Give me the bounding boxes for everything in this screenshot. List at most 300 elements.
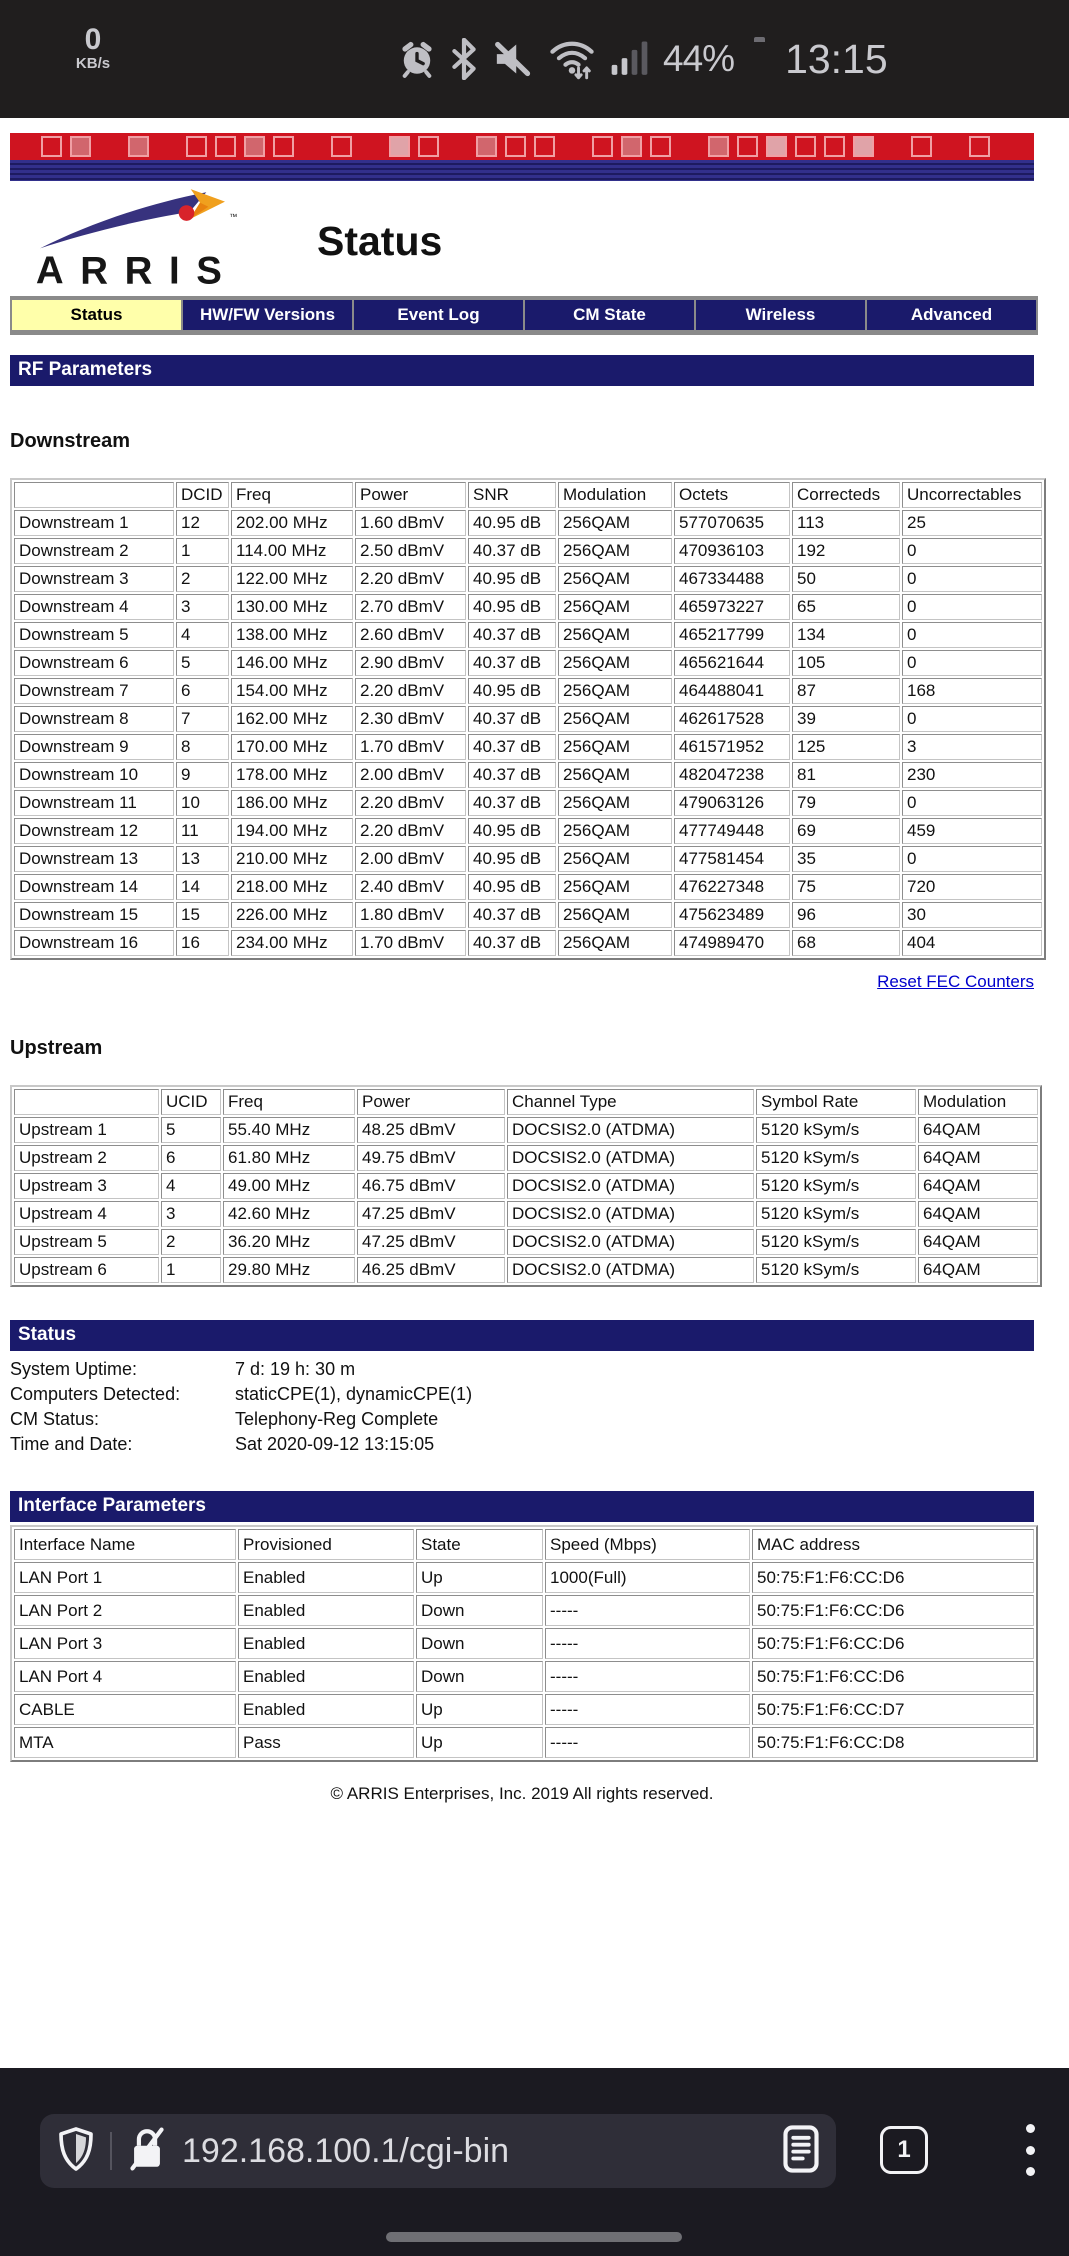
copyright-text: © ARRIS Enterprises, Inc. 2019 All rights reserved. [330,1784,714,1803]
table-cell: Upstream 4 [14,1201,159,1227]
table-cell: ----- [545,1628,750,1659]
banner-square [621,136,642,157]
table-cell: 16 [176,930,229,956]
table-cell: 2.20 dBmV [355,818,466,844]
table-cell: 256QAM [558,874,672,900]
table-cell: 0 [902,790,1042,816]
table-cell: 40.37 dB [468,650,556,676]
table-header-cell: Speed (Mbps) [545,1529,750,1560]
nav-tab-hw-fw-versions[interactable]: HW/FW Versions [183,300,352,330]
banner-square [766,136,787,157]
table-cell: 6 [161,1145,221,1171]
nav-tab-advanced[interactable]: Advanced [867,300,1036,330]
table-cell: 8 [176,734,229,760]
banner-square [389,136,410,157]
table-cell: Downstream 8 [14,706,174,732]
table-header-cell: State [416,1529,543,1560]
insecure-lock-icon[interactable] [126,2125,168,2178]
table-cell: ----- [545,1727,750,1758]
battery-icon [747,37,772,81]
table-cell: Enabled [238,1562,414,1593]
clock-time: 13:15 [785,35,888,82]
table-cell: 256QAM [558,734,672,760]
table-cell: 1.60 dBmV [355,510,466,536]
table-cell: LAN Port 4 [14,1661,236,1692]
table-cell: 477581454 [674,846,790,872]
table-cell: 6 [176,678,229,704]
table-row [14,1145,1038,1171]
table-cell: 114.00 MHz [231,538,353,564]
table-cell: 2.60 dBmV [355,622,466,648]
table-cell: 105 [792,650,900,676]
table-cell: 0 [902,538,1042,564]
alarm-icon [398,39,436,79]
table-cell: 459 [902,818,1042,844]
table-cell: 50:75:F1:F6:CC:D7 [752,1694,1034,1725]
table-header-cell: SNR [468,482,556,508]
battery-percent: 44% [663,38,735,79]
page-title: Status [317,218,443,264]
table-cell: Up [416,1562,543,1593]
table-row [14,1257,1038,1283]
table-cell: ----- [545,1595,750,1626]
table-cell: 64QAM [918,1117,1038,1143]
table-cell: DOCSIS2.0 (ATDMA) [507,1145,754,1171]
status-info-value: Sat 2020-09-12 13:15:05 [235,1434,435,1454]
banner-square [708,136,729,157]
table-row [14,622,1042,648]
table-cell: 192 [792,538,900,564]
table-cell: 462617528 [674,706,790,732]
table-cell: 65 [792,594,900,620]
banner-square [418,136,439,157]
table-cell: 1.80 dBmV [355,902,466,928]
table-cell: 4 [161,1173,221,1199]
table-cell: 122.00 MHz [231,566,353,592]
table-cell: 256QAM [558,790,672,816]
table-cell: 467334488 [674,566,790,592]
table-cell: Upstream 6 [14,1257,159,1283]
reader-view-icon[interactable] [782,2124,820,2179]
table-cell: 186.00 MHz [231,790,353,816]
table-cell: Down [416,1628,543,1659]
table-cell: 30 [902,902,1042,928]
banner-square [215,136,236,157]
table-cell: 2.30 dBmV [355,706,466,732]
divider [110,2132,112,2170]
table-cell: Downstream 2 [14,538,174,564]
url-text[interactable]: 192.168.100.1/cgi-bin [182,2132,768,2171]
table-cell: 1.70 dBmV [355,930,466,956]
table-cell: 256QAM [558,566,672,592]
table-row [14,902,1042,928]
table-cell: 40.37 dB [468,902,556,928]
table-row [14,762,1042,788]
table-cell: 3 [161,1201,221,1227]
section-header-rf-parameters: RF Parameters [10,355,1034,386]
table-cell: Downstream 9 [14,734,174,760]
table-cell: 40.37 dB [468,706,556,732]
table-header-cell: Freq [231,482,353,508]
table-row [14,1201,1038,1227]
table-cell: 256QAM [558,622,672,648]
table-cell: 35 [792,846,900,872]
table-cell: 69 [792,818,900,844]
table-cell: Enabled [238,1661,414,1692]
table-cell: Downstream 7 [14,678,174,704]
reset-fec-counters-link[interactable]: Reset FEC Counters [877,972,1034,991]
table-row [14,874,1042,900]
table-cell: 477749448 [674,818,790,844]
table-cell: 210.00 MHz [231,846,353,872]
table-cell: 40.95 dB [468,594,556,620]
table-cell: Up [416,1694,543,1725]
table-cell: 256QAM [558,510,672,536]
banner-square [969,136,990,157]
nav-tab-wireless[interactable]: Wireless [696,300,865,330]
table-cell: 465973227 [674,594,790,620]
section-header-interface-parameters: Interface Parameters [10,1491,1034,1522]
table-cell: Downstream 11 [14,790,174,816]
table-cell: 1000(Full) [545,1562,750,1593]
banner-square [534,136,555,157]
nav-tab-event-log[interactable]: Event Log [354,300,523,330]
table-cell: 230 [902,762,1042,788]
table-cell: 256QAM [558,594,672,620]
table-cell: 2.50 dBmV [355,538,466,564]
table-cell: ----- [545,1661,750,1692]
table-cell: 5120 kSym/s [756,1117,916,1143]
table-row [14,1661,1034,1692]
table-cell: 40.95 dB [468,510,556,536]
table-cell: 461571952 [674,734,790,760]
table-cell: 48.25 dBmV [357,1117,505,1143]
nav-bar [10,296,1038,335]
table-cell: 474989470 [674,930,790,956]
table-cell: Downstream 3 [14,566,174,592]
table-cell: 154.00 MHz [231,678,353,704]
banner-square [911,136,932,157]
table-cell: Downstream 14 [14,874,174,900]
table-row [14,706,1042,732]
upstream-table [10,1085,1042,1287]
table-cell: Down [416,1661,543,1692]
table-cell: 40.95 dB [468,818,556,844]
table-cell: 3 [176,594,229,620]
table-header-cell [14,482,174,508]
table-cell: Upstream 1 [14,1117,159,1143]
table-cell: 36.20 MHz [223,1229,355,1255]
banner-square [824,136,845,157]
banner-square [331,136,352,157]
table-cell: 46.25 dBmV [357,1257,505,1283]
table-cell: LAN Port 2 [14,1595,236,1626]
table-header-cell: Provisioned [238,1529,414,1560]
table-cell: 64QAM [918,1257,1038,1283]
status-info-label: Time and Date: [10,1434,133,1454]
menu-icon[interactable] [1026,2124,1036,2176]
table-cell: 11 [176,818,229,844]
table-cell: 404 [902,930,1042,956]
decorative-banner [10,133,1034,160]
bluetooth-icon [449,38,479,80]
banner-square [273,136,294,157]
status-info-label: CM Status: [10,1409,100,1429]
network-speed-unit: KB/s [75,55,111,72]
banner-square [650,136,671,157]
table-header-cell: MAC address [752,1529,1034,1560]
table-header-cell: Uncorrectables [902,482,1042,508]
table-header-row [14,482,1042,508]
table-cell: Down [416,1595,543,1626]
table-cell: Pass [238,1727,414,1758]
table-cell: 13 [176,846,229,872]
table-cell: 47.25 dBmV [357,1229,505,1255]
table-cell: DOCSIS2.0 (ATDMA) [507,1117,754,1143]
table-cell: 40.37 dB [468,622,556,648]
table-cell: 2.40 dBmV [355,874,466,900]
table-cell: 5120 kSym/s [756,1201,916,1227]
banner-square [795,136,816,157]
table-cell: 40.37 dB [468,762,556,788]
table-cell: 226.00 MHz [231,902,353,928]
table-row [14,930,1042,956]
table-cell: 49.75 dBmV [357,1145,505,1171]
table-row [14,566,1042,592]
table-cell: 2 [161,1229,221,1255]
table-cell: 40.37 dB [468,538,556,564]
table-cell: Downstream 16 [14,930,174,956]
table-cell: 218.00 MHz [231,874,353,900]
table-cell: 1 [176,538,229,564]
banner-square [70,136,91,157]
table-cell: 577070635 [674,510,790,536]
table-cell: 170.00 MHz [231,734,353,760]
table-cell: 2.00 dBmV [355,762,466,788]
table-row [14,650,1042,676]
table-row [14,1694,1034,1725]
status-info-value: staticCPE(1), dynamicCPE(1) [235,1384,473,1404]
table-cell: 2.00 dBmV [355,846,466,872]
table-cell: Enabled [238,1628,414,1659]
table-cell: 178.00 MHz [231,762,353,788]
table-cell: DOCSIS2.0 (ATDMA) [507,1229,754,1255]
table-cell: 482047238 [674,762,790,788]
table-row [14,790,1042,816]
table-header-cell: Modulation [918,1089,1038,1115]
table-cell: 0 [902,846,1042,872]
table-cell: 61.80 MHz [223,1145,355,1171]
table-cell: 162.00 MHz [231,706,353,732]
table-row [14,1727,1034,1758]
table-cell: 256QAM [558,762,672,788]
table-cell: 2.70 dBmV [355,594,466,620]
status-info-row [10,1382,1069,1407]
table-cell: 0 [902,650,1042,676]
table-cell: 234.00 MHz [231,930,353,956]
table-cell: 40.95 dB [468,566,556,592]
banner-square [476,136,497,157]
android-status-bar [0,0,1069,118]
table-header-cell: UCID [161,1089,221,1115]
table-header-cell: Power [357,1089,505,1115]
table-cell: CABLE [14,1694,236,1725]
table-cell: 476227348 [674,874,790,900]
browser-toolbar [0,2068,1069,2256]
nav-tab-cm-state[interactable]: CM State [525,300,694,330]
svg-text:ARRIS: ARRIS [35,249,239,292]
gesture-pill[interactable] [386,2232,682,2242]
downstream-label: Downstream [10,430,131,452]
table-cell: Upstream 3 [14,1173,159,1199]
table-cell: 479063126 [674,790,790,816]
table-header-cell: Freq [223,1089,355,1115]
table-row [14,1562,1034,1593]
table-header-cell: Channel Type [507,1089,754,1115]
table-cell: 0 [902,594,1042,620]
nav-tab-status[interactable]: Status [12,300,181,330]
table-cell: Up [416,1727,543,1758]
table-cell: 5 [161,1117,221,1143]
table-cell: 40.95 dB [468,678,556,704]
table-cell: LAN Port 3 [14,1628,236,1659]
table-cell: 64QAM [918,1145,1038,1171]
table-cell: 1 [161,1257,221,1283]
reset-fec-row [10,972,1034,992]
table-cell: 202.00 MHz [231,510,353,536]
table-cell: 50:75:F1:F6:CC:D8 [752,1727,1034,1758]
table-cell: 9 [176,762,229,788]
table-cell: Downstream 15 [14,902,174,928]
table-cell: Downstream 4 [14,594,174,620]
banner-square [244,136,265,157]
banner-square [505,136,526,157]
status-info-label: System Uptime: [10,1359,138,1379]
table-cell: 79 [792,790,900,816]
page-header [0,181,1069,296]
banner-square [853,136,874,157]
table-cell: 40.37 dB [468,930,556,956]
status-info-value: Telephony-Reg Complete [235,1409,439,1429]
table-cell: Downstream 13 [14,846,174,872]
table-cell: 5120 kSym/s [756,1257,916,1283]
table-cell: 29.80 MHz [223,1257,355,1283]
table-cell: 50:75:F1:F6:CC:D6 [752,1661,1034,1692]
table-cell: 40.95 dB [468,846,556,872]
table-cell: 194.00 MHz [231,818,353,844]
table-cell: 49.00 MHz [223,1173,355,1199]
table-cell: 256QAM [558,538,672,564]
table-header-cell: Octets [674,482,790,508]
table-cell: 256QAM [558,846,672,872]
table-cell: 50 [792,566,900,592]
table-cell: Downstream 6 [14,650,174,676]
tab-count: 1 [897,2136,911,2163]
table-row [14,1595,1034,1626]
table-cell: 64QAM [918,1173,1038,1199]
table-cell: 113 [792,510,900,536]
table-cell: 7 [176,706,229,732]
table-cell: 40.95 dB [468,874,556,900]
table-cell: 68 [792,930,900,956]
table-cell: 10 [176,790,229,816]
cell-signal-icon [610,38,650,80]
table-cell: DOCSIS2.0 (ATDMA) [507,1173,754,1199]
table-cell: 25 [902,510,1042,536]
table-cell: 256QAM [558,930,672,956]
table-cell: 130.00 MHz [231,594,353,620]
table-cell: 14 [176,874,229,900]
table-cell: 5120 kSym/s [756,1173,916,1199]
tab-counter-button[interactable] [880,2126,928,2174]
table-cell: 50:75:F1:F6:CC:D6 [752,1628,1034,1659]
interface-table [10,1525,1038,1762]
table-cell: 42.60 MHz [223,1201,355,1227]
table-cell: Downstream 10 [14,762,174,788]
table-cell: 1.70 dBmV [355,734,466,760]
table-cell: 87 [792,678,900,704]
table-cell: 2.20 dBmV [355,566,466,592]
table-cell: 256QAM [558,650,672,676]
table-cell: 96 [792,902,900,928]
status-info-row [10,1432,1069,1457]
table-header-cell: Interface Name [14,1529,236,1560]
table-row [14,594,1042,620]
upstream-label: Upstream [10,1037,103,1059]
table-row [14,678,1042,704]
table-row [14,1173,1038,1199]
table-cell: 50:75:F1:F6:CC:D6 [752,1595,1034,1626]
shield-icon[interactable] [56,2125,96,2178]
arris-logo [33,186,259,292]
table-cell: 256QAM [558,706,672,732]
table-cell: 146.00 MHz [231,650,353,676]
banner-square [592,136,613,157]
url-bar[interactable] [40,2114,836,2188]
decorative-banner-stripes [10,160,1034,181]
mute-icon [492,39,534,79]
table-cell: 256QAM [558,818,672,844]
table-row [14,1628,1034,1659]
table-cell: DOCSIS2.0 (ATDMA) [507,1257,754,1283]
table-cell: 2.90 dBmV [355,650,466,676]
table-cell: 2.20 dBmV [355,678,466,704]
table-cell: 464488041 [674,678,790,704]
table-cell: 2.20 dBmV [355,790,466,816]
table-cell: Upstream 2 [14,1145,159,1171]
table-cell: 64QAM [918,1229,1038,1255]
table-cell: Downstream 1 [14,510,174,536]
table-cell: 50:75:F1:F6:CC:D6 [752,1562,1034,1593]
table-cell: 168 [902,678,1042,704]
table-cell: 0 [902,706,1042,732]
table-cell: 134 [792,622,900,648]
table-cell: 256QAM [558,678,672,704]
table-cell: 2 [176,566,229,592]
table-cell: 470936103 [674,538,790,564]
table-cell: Upstream 5 [14,1229,159,1255]
table-cell: 55.40 MHz [223,1117,355,1143]
network-speed-value: 0 [84,23,102,56]
table-cell: 720 [902,874,1042,900]
table-cell: 256QAM [558,902,672,928]
banner-square [41,136,62,157]
table-row [14,538,1042,564]
table-cell: 0 [902,622,1042,648]
banner-square [737,136,758,157]
table-header-row [14,1089,1038,1115]
table-header-row [14,1529,1034,1560]
